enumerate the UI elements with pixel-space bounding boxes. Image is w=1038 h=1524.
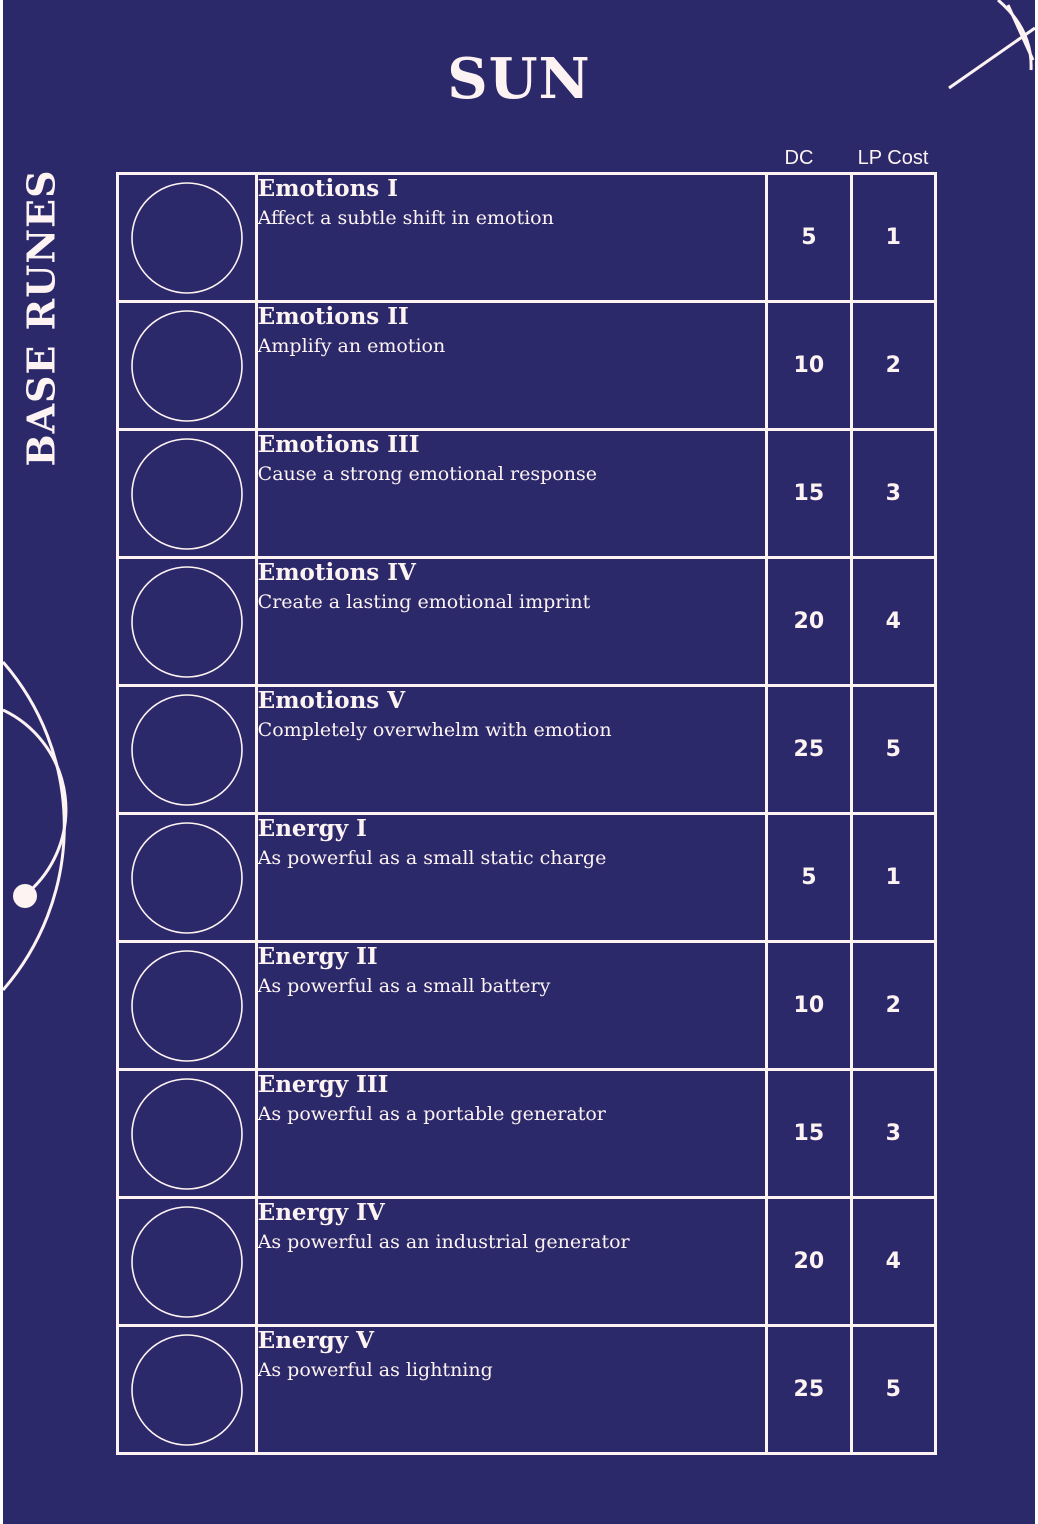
rune-row [118, 302, 936, 430]
rune-lp-cost: 4 [851, 558, 935, 686]
rune-effect: As powerful as a portable generator [257, 1103, 606, 1125]
rune-description-cell [256, 1070, 766, 1198]
rune-row [118, 558, 936, 686]
rune-effect: Amplify an emotion [257, 335, 446, 357]
lp-cost-column-header: LP Cost [857, 147, 929, 169]
rune-name: Emotions II [257, 303, 409, 330]
rune-lp-cost: 1 [851, 814, 935, 942]
rune-sigil-icon [128, 947, 246, 1065]
rune-name: Energy IV [257, 1199, 385, 1226]
rune-lp-cost: 5 [851, 686, 935, 814]
rune-row [118, 942, 936, 1070]
rune-table [116, 172, 937, 1455]
rune-name: Emotions I [257, 175, 399, 202]
rune-lp-cost: 5 [851, 1326, 935, 1454]
rune-description-cell [256, 1326, 766, 1454]
rune-lp-cost: 4 [851, 1198, 935, 1326]
rune-row [118, 430, 936, 558]
rune-symbol-cell [118, 686, 257, 814]
rune-dc: 25 [767, 686, 851, 814]
rune-row [118, 686, 936, 814]
page-title: SUN [447, 46, 591, 112]
rune-description-cell [256, 430, 766, 558]
rune-description-cell [256, 686, 766, 814]
rune-dc: 20 [767, 1198, 851, 1326]
rune-description-cell [256, 302, 766, 430]
rune-sigil-icon [128, 435, 246, 553]
rune-name: Energy I [257, 815, 367, 842]
rune-page [3, 0, 1035, 1524]
rune-name: Energy II [257, 943, 378, 970]
rune-lp-cost: 3 [851, 430, 935, 558]
rune-sigil-icon [128, 819, 246, 937]
rune-name: Energy V [257, 1327, 374, 1354]
rune-dc: 10 [767, 302, 851, 430]
rune-sigil-icon [128, 563, 246, 681]
rune-effect: As powerful as lightning [257, 1359, 493, 1381]
dc-column-header: DC [784, 147, 814, 169]
rune-lp-cost: 2 [851, 302, 935, 430]
rune-effect: As powerful as a small static charge [257, 847, 607, 869]
rune-description-cell [256, 814, 766, 942]
rune-dc: 20 [767, 558, 851, 686]
rune-description-cell [256, 942, 766, 1070]
rune-sigil-icon [128, 179, 246, 297]
rune-sigil-icon [128, 1331, 246, 1449]
rune-name: Emotions III [257, 431, 420, 458]
rune-description-cell [256, 558, 766, 686]
rune-effect: As powerful as a small battery [257, 975, 551, 997]
rune-dc: 5 [767, 174, 851, 302]
rune-dc: 15 [767, 430, 851, 558]
rune-effect: Affect a subtle shift in emotion [257, 207, 554, 229]
rune-sigil-icon [128, 307, 246, 425]
rune-row [118, 1070, 936, 1198]
rune-lp-cost: 2 [851, 942, 935, 1070]
rune-sigil-icon [128, 691, 246, 809]
rune-effect: Cause a strong emotional response [257, 463, 597, 485]
rune-symbol-cell [118, 942, 257, 1070]
rune-description-cell [256, 1198, 766, 1326]
rune-dc: 15 [767, 1070, 851, 1198]
rune-effect: Create a lasting emotional imprint [257, 591, 591, 613]
rune-symbol-cell [118, 1198, 257, 1326]
rune-name: Emotions V [257, 687, 406, 714]
rune-lp-cost: 1 [851, 174, 935, 302]
rune-effect: As powerful as an industrial generator [257, 1231, 630, 1253]
rune-symbol-cell [118, 1326, 257, 1454]
rune-dc: 10 [767, 942, 851, 1070]
rune-symbol-cell [118, 814, 257, 942]
rune-dc: 25 [767, 1326, 851, 1454]
rune-sigil-icon [128, 1075, 246, 1193]
section-side-title: BASE RUNES [18, 169, 64, 467]
rune-description-cell [256, 174, 766, 302]
rune-symbol-cell [118, 430, 257, 558]
rune-name: Emotions IV [257, 559, 416, 586]
rune-lp-cost: 3 [851, 1070, 935, 1198]
rune-effect: Completely overwhelm with emotion [257, 719, 612, 741]
rune-row [118, 174, 936, 302]
rune-row [118, 1198, 936, 1326]
rune-symbol-cell [118, 302, 257, 430]
rune-name: Energy III [257, 1071, 389, 1098]
rune-sigil-icon [128, 1203, 246, 1321]
rune-symbol-cell [118, 1070, 257, 1198]
rune-row [118, 1326, 936, 1454]
rune-symbol-cell [118, 558, 257, 686]
rune-row [118, 814, 936, 942]
rune-symbol-cell [118, 174, 257, 302]
rune-dc: 5 [767, 814, 851, 942]
